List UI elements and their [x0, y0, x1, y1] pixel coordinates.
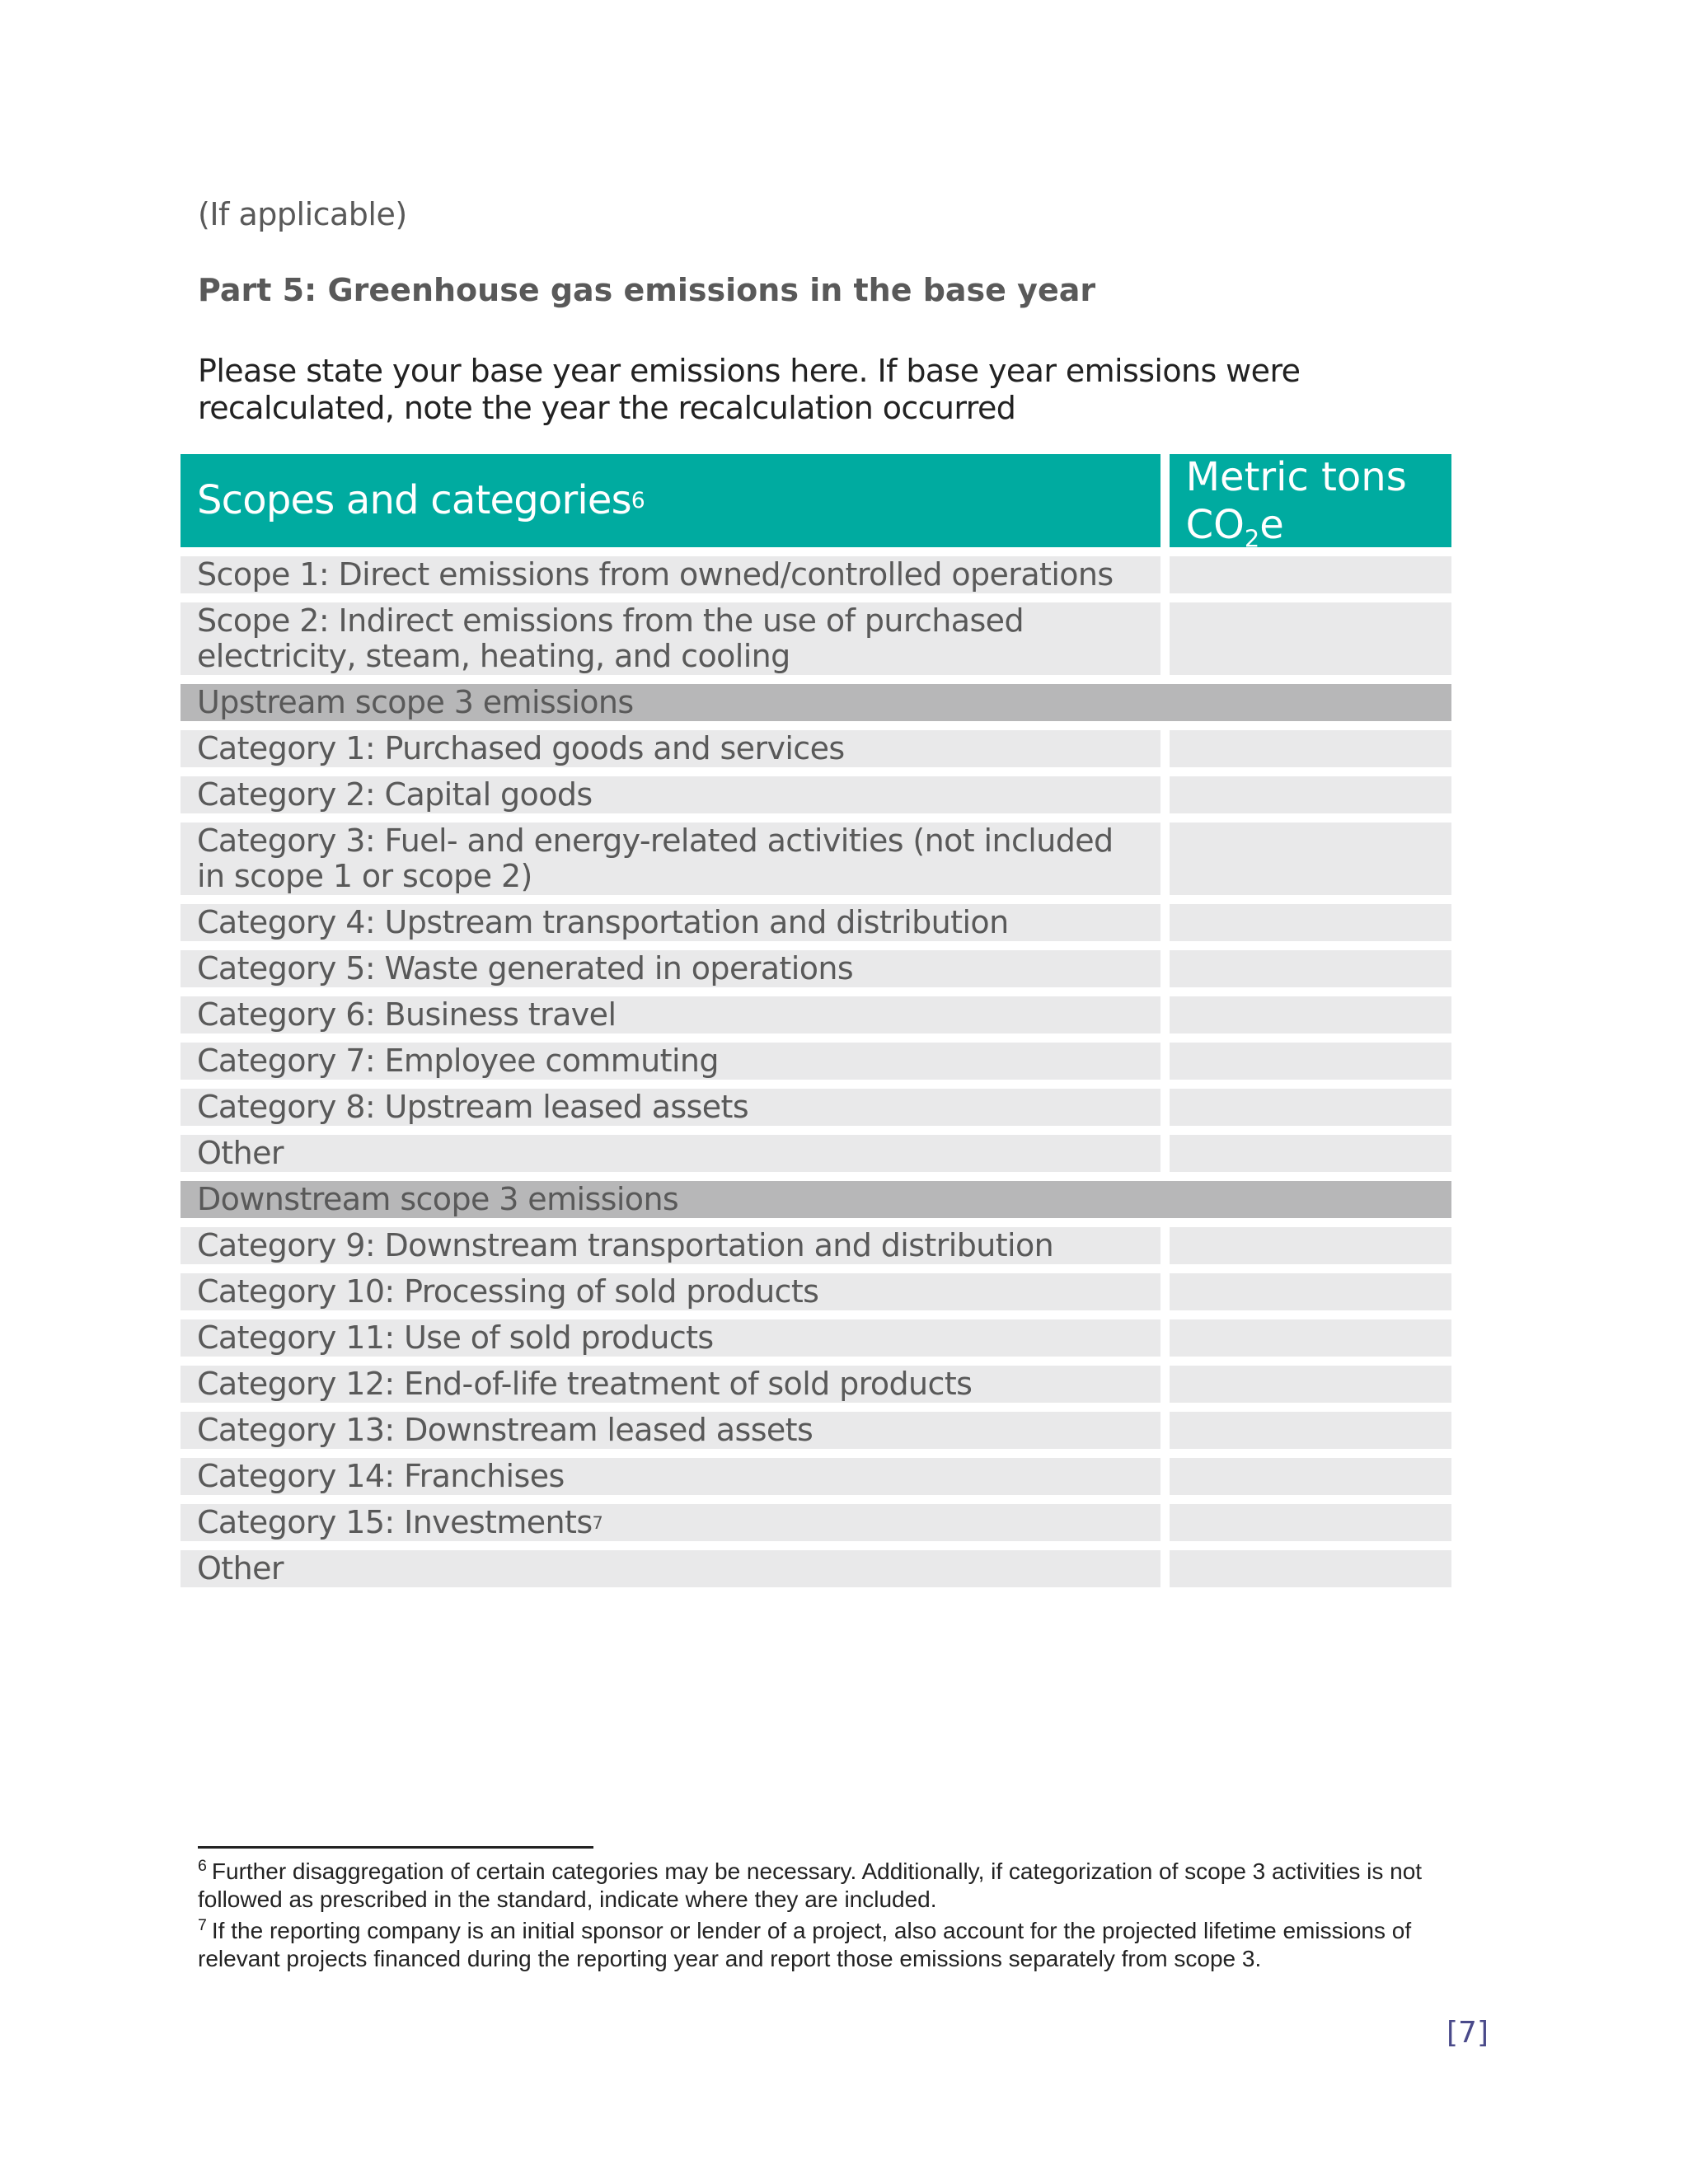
table-row-category-15: [181, 1504, 1451, 1541]
emissions-input-cell[interactable]: [1170, 1412, 1451, 1449]
table-row-category-14: [181, 1458, 1451, 1495]
section-label: Upstream scope 3 emissions: [181, 684, 1451, 721]
row-label: Category 9: Downstream transportation and distribution: [181, 1227, 1160, 1264]
footnote-marker: 6: [198, 1856, 207, 1875]
emissions-input-cell[interactable]: [1170, 776, 1451, 813]
emissions-input-cell[interactable]: [1170, 1043, 1451, 1080]
emissions-input-cell[interactable]: [1170, 1273, 1451, 1310]
table-row-category-1: [181, 730, 1451, 767]
footnote-7: [198, 1917, 1492, 1973]
row-label: Category 13: Downstream leased assets: [181, 1412, 1160, 1449]
emissions-table: [181, 454, 1451, 1596]
footnote-text: If the reporting company is an initial sponsor or lender of a project, also account for the projected lifetime emissions of relevant projects financed during the reporting year and report those emissions separately from scope 3.: [198, 1918, 1412, 1971]
table-row-upstream-other: [181, 1135, 1451, 1172]
table-header-row: [181, 453, 1451, 553]
emissions-input-cell[interactable]: [1170, 1504, 1451, 1541]
footnote-marker: 7: [198, 1915, 207, 1934]
emissions-input-cell[interactable]: [1170, 1366, 1451, 1403]
header-label: Scopes and categories: [197, 477, 631, 523]
row-label: Scope 2: Indirect emissions from the use of purchased electricity, steam, heating, and cooling: [181, 602, 1160, 675]
page-number: [7]: [1447, 2016, 1489, 2050]
row-label: Category 10: Processing of sold products: [181, 1273, 1160, 1310]
table-row-category-11: [181, 1319, 1451, 1357]
row-label-with-footnote: Category 15: Investments 7: [181, 1504, 1160, 1541]
section-downstream-scope-3: [181, 1181, 1451, 1218]
emissions-input-cell[interactable]: [1170, 904, 1451, 941]
conditional-note: (If applicable): [198, 196, 407, 232]
emissions-input-cell[interactable]: [1170, 950, 1451, 987]
instructions: Please state your base year emissions here. If base year emissions were recalculated, note the year the recalculation occurred: [198, 353, 1301, 426]
emissions-input-cell[interactable]: [1170, 730, 1451, 767]
table-row-category-5: [181, 950, 1451, 987]
table-row-category-2: [181, 776, 1451, 813]
row-label: Category 14: Franchises: [181, 1458, 1160, 1495]
emissions-input-cell[interactable]: [1170, 602, 1451, 675]
row-label: Scope 1: Direct emissions from owned/controlled operations: [181, 556, 1160, 593]
row-label: Other: [181, 1550, 1160, 1587]
row-label: Category 6: Business travel: [181, 996, 1160, 1033]
emissions-input-cell[interactable]: [1170, 1089, 1451, 1126]
table-row-category-7: [181, 1043, 1451, 1080]
row-label: Category 3: Fuel- and energy-related activities (not included in scope 1 or scope 2): [181, 823, 1160, 895]
table-row-scope-2: [181, 602, 1451, 675]
emissions-input-cell[interactable]: [1170, 1550, 1451, 1587]
row-label: Category 11: Use of sold products: [181, 1319, 1160, 1357]
header-scopes-categories: Scopes and categories 6: [181, 454, 1160, 547]
emissions-input-cell[interactable]: [1170, 1319, 1451, 1357]
table-row-category-12: [181, 1366, 1451, 1403]
footnote-separator: [198, 1846, 593, 1849]
table-row-category-6: [181, 996, 1451, 1033]
row-label: Other: [181, 1135, 1160, 1172]
table-row-category-13: [181, 1412, 1451, 1449]
row-label: Category 2: Capital goods: [181, 776, 1160, 813]
emissions-input-cell[interactable]: [1170, 996, 1451, 1033]
footnote-text: Further disaggregation of certain categories may be necessary. Additionally, if categorization of scope 3 activities is not followed as prescribed in the standard, indicate where they are included.: [198, 1858, 1423, 1912]
table-row-category-9: [181, 1227, 1451, 1264]
row-label: Category 7: Employee commuting: [181, 1043, 1160, 1080]
header-value-prefix: Metric tons CO: [1185, 453, 1407, 548]
table-row-downstream-other: [181, 1550, 1451, 1587]
header-value-subscript: 2: [1244, 524, 1260, 553]
table-row-scope-1: [181, 556, 1451, 593]
table-row-category-4: [181, 904, 1451, 941]
row-label: Category 8: Upstream leased assets: [181, 1089, 1160, 1126]
header-metric-tons: [1170, 453, 1451, 553]
table-row-category-8: [181, 1089, 1451, 1126]
row-label: Category 5: Waste generated in operations: [181, 950, 1160, 987]
part-title: Part 5: Greenhouse gas emissions in the base year: [198, 272, 1096, 308]
row-label: Category 12: End-of-life treatment of sold products: [181, 1366, 1160, 1403]
row-label: Category 1: Purchased goods and services: [181, 730, 1160, 767]
row-label: Category 15: Investments: [197, 1504, 593, 1540]
section-upstream-scope-3: [181, 684, 1451, 721]
header-value-suffix: e: [1259, 501, 1284, 548]
emissions-input-cell[interactable]: [1170, 1458, 1451, 1495]
section-label: Downstream scope 3 emissions: [181, 1181, 1451, 1218]
table-row-category-10: [181, 1273, 1451, 1310]
footnotes: [198, 1858, 1492, 1976]
footnote-6: [198, 1858, 1492, 1914]
emissions-input-cell[interactable]: [1170, 1135, 1451, 1172]
emissions-input-cell[interactable]: [1170, 1227, 1451, 1264]
row-label: Category 4: Upstream transportation and distribution: [181, 904, 1160, 941]
emissions-input-cell[interactable]: [1170, 823, 1451, 895]
emissions-input-cell[interactable]: [1170, 556, 1451, 593]
table-row-category-3: [181, 823, 1451, 895]
